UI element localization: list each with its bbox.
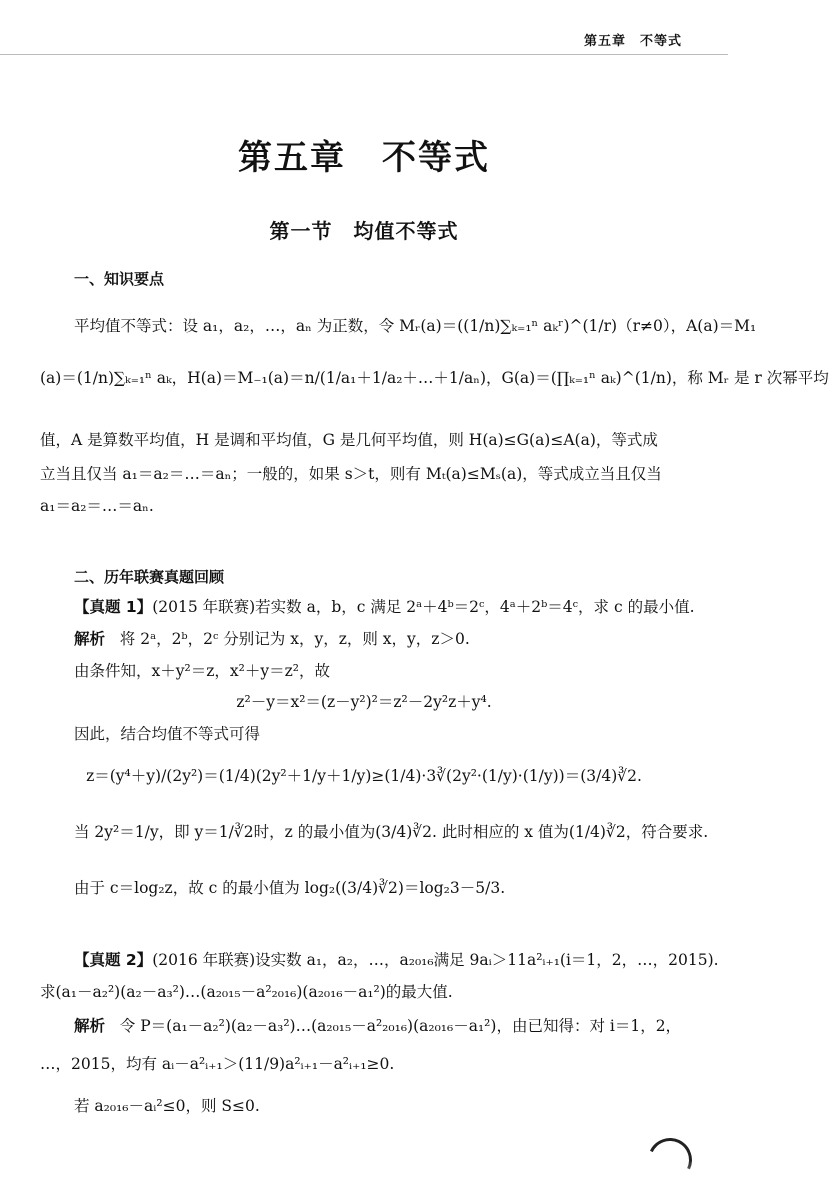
knowledge-heading: 一、知识要点 bbox=[74, 270, 165, 288]
knowledge-line: 平均值不等式：设 a₁，a₂，…，aₙ 为正数，令 Mᵣ(a)＝((1/n)∑ₖ₌₁ⁿ aₖʳ)^(1/r)（r≠0），A(a)＝M₁ bbox=[74, 317, 757, 335]
problem-tag: 【真题 2】 bbox=[74, 951, 153, 969]
analysis-2 bbox=[74, 1014, 681, 1038]
knowledge-line: 立当且仅当 a₁＝a₂＝…＝aₙ；一般的，如果 s＞t，则有 Mₜ(a)≤Mₛ(a)，等式成立当且仅当 bbox=[40, 465, 662, 483]
running-header: 第五章 不等式 bbox=[583, 34, 682, 49]
chapter-title: 第五章 不等式 bbox=[238, 138, 490, 178]
problem-tag: 【真题 1】 bbox=[74, 598, 153, 616]
solution-line: 因此，结合均值不等式可得 bbox=[74, 725, 261, 743]
analysis-text: 将 2ᵃ，2ᵇ，2ᶜ 分别记为 x，y，z，则 x，y，z＞0. bbox=[119, 630, 470, 648]
bottom-fade bbox=[0, 1160, 728, 1197]
problem-statement: (2015 年联赛)若实数 a，b，c 满足 2ᵃ＋4ᵇ＝2ᶜ，4ᵃ＋2ᵇ＝4ᶜ，求 c 的最小值. bbox=[152, 598, 695, 616]
problem-2 bbox=[74, 948, 719, 972]
solution-line: 当 2y²＝1/y，即 y＝1/∛2时，z 的最小值为(3/4)∛2. 此时相应的 x 值为(1/4)∛2，符合要求. bbox=[74, 823, 709, 841]
problem-1 bbox=[74, 595, 695, 619]
problem-statement-cont: 求(a₁－a₂²)(a₂－a₃²)…(a₂₀₁₅－a²₂₀₁₆)(a₂₀₁₆－a₁²)的最大值. bbox=[40, 983, 453, 1001]
analysis-1 bbox=[74, 627, 470, 651]
analysis-label: 解析 bbox=[74, 1017, 106, 1035]
knowledge-line: 值，A 是算数平均值，H 是调和平均值，G 是几何平均值，则 H(a)≤G(a)≤A(a)，等式成 bbox=[40, 431, 658, 449]
knowledge-line: (a)＝(1/n)∑ₖ₌₁ⁿ aₖ，H(a)＝M₋₁(a)＝n/(1/a₁＋1/a₂＋…＋1/aₙ)，G(a)＝(∏ₖ₌₁ⁿ aₖ)^(1/n)，称 Mᵣ 是 r 次幂平均 bbox=[40, 369, 829, 387]
solution-line: z＝(y⁴＋y)/(2y²)＝(1/4)(2y²＋1/y＋1/y)≥(1/4)·3∛(2y²·(1/y)·(1/y))＝(3/4)∛2. bbox=[86, 767, 642, 785]
knowledge-line: a₁＝a₂＝…＝aₙ. bbox=[40, 497, 154, 515]
problem-statement: (2016 年联赛)设实数 a₁，a₂，…，a₂₀₁₆满足 9aᵢ＞11a²ᵢ₊₁(i＝1，2，…，2015). bbox=[152, 951, 719, 969]
solution-line: …，2015，均有 aᵢ－a²ᵢ₊₁＞(11/9)a²ᵢ₊₁－a²ᵢ₊₁≥0. bbox=[40, 1055, 395, 1073]
solution-line: 由条件知，x＋y²＝z，x²＋y＝z²，故 bbox=[74, 662, 330, 680]
analysis-text: 令 P＝(a₁－a₂²)(a₂－a₃²)…(a₂₀₁₅－a²₂₀₁₆)(a₂₀₁₆－a₁²)，由已知得：对 i＝1，2， bbox=[119, 1017, 682, 1035]
contest-heading: 二、历年联赛真题回顾 bbox=[74, 568, 225, 586]
solution-line: z²－y＝x²＝(z－y²)²＝z²－2y²z＋y⁴. bbox=[236, 693, 492, 711]
solution-line: 若 a₂₀₁₆－aᵢ²≤0，则 S≤0. bbox=[74, 1097, 260, 1115]
analysis-label: 解析 bbox=[74, 630, 106, 648]
header-rule bbox=[0, 54, 728, 55]
solution-line: 由于 c＝log₂z，故 c 的最小值为 log₂((3/4)∛2)＝log₂3－5/3. bbox=[74, 879, 506, 897]
section-title: 第一节 均值不等式 bbox=[269, 219, 459, 243]
